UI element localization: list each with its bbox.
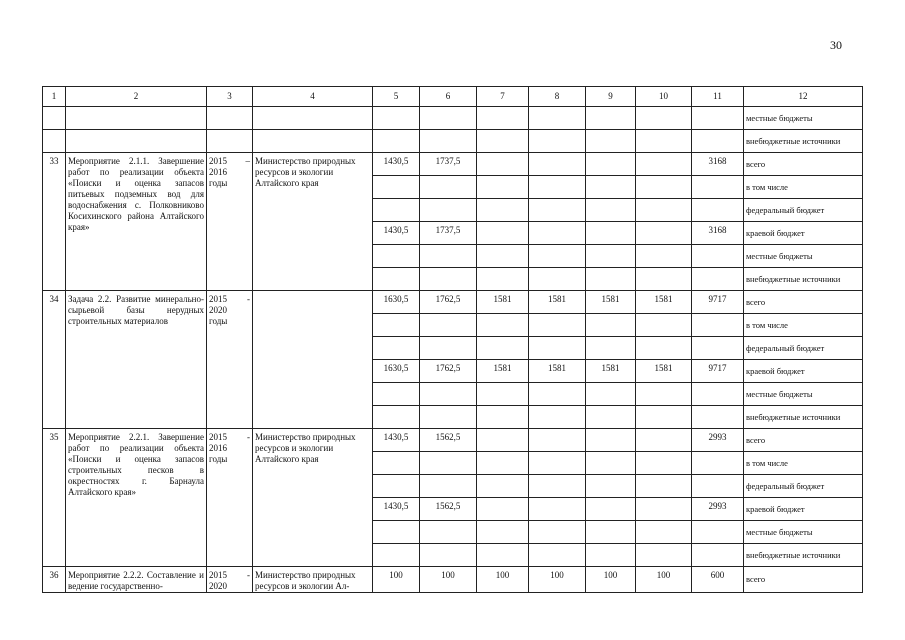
amount-cell bbox=[636, 268, 692, 291]
amount-cell bbox=[586, 544, 636, 567]
amount-cell bbox=[477, 314, 529, 337]
source-label: краевой бюджет bbox=[744, 360, 863, 383]
amount-cell: 1581 bbox=[477, 360, 529, 383]
amount-cell bbox=[692, 245, 744, 268]
amount-cell bbox=[586, 406, 636, 429]
amount-cell bbox=[373, 406, 420, 429]
period-dash: – bbox=[245, 156, 250, 166]
amount-cell bbox=[586, 176, 636, 199]
amount-cell bbox=[420, 268, 477, 291]
amount-cell: 9717 bbox=[692, 291, 744, 314]
responsible-executor: Министерство природных ресурсов и экологии Алтайского края bbox=[253, 153, 373, 291]
amount-cell bbox=[477, 199, 529, 222]
amount-cell bbox=[586, 498, 636, 521]
empty-cell bbox=[373, 130, 420, 153]
table-row bbox=[43, 107, 863, 130]
page-number: 30 bbox=[830, 38, 842, 52]
amount-cell bbox=[529, 383, 586, 406]
amount-cell bbox=[636, 176, 692, 199]
amount-cell bbox=[692, 337, 744, 360]
amount-cell bbox=[477, 498, 529, 521]
year-to: 2020 bbox=[209, 305, 227, 315]
header-cell: 6 bbox=[420, 87, 477, 107]
amount-cell bbox=[373, 176, 420, 199]
amount-cell bbox=[477, 429, 529, 452]
amount-cell bbox=[636, 383, 692, 406]
amount-cell: 1630,5 bbox=[373, 291, 420, 314]
header-cell: 8 bbox=[529, 87, 586, 107]
amount-cell bbox=[529, 314, 586, 337]
amount-cell: 600 bbox=[692, 567, 744, 593]
amount-cell bbox=[692, 521, 744, 544]
period-dash: - bbox=[247, 570, 250, 580]
source-label: в том числе bbox=[744, 176, 863, 199]
amount-cell bbox=[477, 544, 529, 567]
source-label: федеральный бюджет bbox=[744, 337, 863, 360]
amount-cell bbox=[636, 544, 692, 567]
amount-cell bbox=[636, 337, 692, 360]
amount-cell bbox=[529, 153, 586, 176]
amount-cell bbox=[692, 199, 744, 222]
amount-cell bbox=[477, 383, 529, 406]
amount-cell: 1737,5 bbox=[420, 222, 477, 245]
amount-cell bbox=[529, 452, 586, 475]
amount-cell bbox=[477, 406, 529, 429]
amount-cell bbox=[586, 429, 636, 452]
empty-cell bbox=[253, 107, 373, 130]
amount-cell bbox=[586, 153, 636, 176]
amount-cell bbox=[692, 314, 744, 337]
amount-cell bbox=[636, 245, 692, 268]
source-label: федеральный бюджет bbox=[744, 199, 863, 222]
amount-cell: 100 bbox=[420, 567, 477, 593]
source-label: внебюджетные источники bbox=[744, 406, 863, 429]
table-row bbox=[43, 130, 863, 153]
year-to: 2016 bbox=[209, 167, 227, 177]
amount-cell: 1581 bbox=[636, 360, 692, 383]
amount-cell: 100 bbox=[373, 567, 420, 593]
row-number: 33 bbox=[43, 153, 66, 291]
table-row bbox=[43, 429, 863, 452]
amount-cell bbox=[477, 245, 529, 268]
activity-description: Мероприятие 2.2.2. Составление и ведение государственно- bbox=[66, 567, 207, 593]
amount-cell bbox=[636, 429, 692, 452]
empty-cell bbox=[529, 107, 586, 130]
amount-cell bbox=[586, 222, 636, 245]
empty-cell bbox=[66, 130, 207, 153]
implementation-period bbox=[207, 567, 253, 593]
implementation-period bbox=[207, 429, 253, 567]
responsible-executor bbox=[253, 291, 373, 429]
period-dash: - bbox=[247, 294, 250, 304]
amount-cell bbox=[477, 337, 529, 360]
amount-cell bbox=[692, 268, 744, 291]
row-number: 35 bbox=[43, 429, 66, 567]
amount-cell: 9717 bbox=[692, 360, 744, 383]
amount-cell bbox=[373, 383, 420, 406]
amount-cell bbox=[636, 199, 692, 222]
amount-cell bbox=[477, 475, 529, 498]
amount-cell bbox=[529, 475, 586, 498]
year-suffix: годы bbox=[209, 454, 228, 464]
amount-cell bbox=[477, 521, 529, 544]
amount-cell bbox=[529, 268, 586, 291]
source-label: местные бюджеты bbox=[744, 107, 863, 130]
amount-cell bbox=[477, 452, 529, 475]
amount-cell bbox=[586, 268, 636, 291]
source-label: внебюджетные источники bbox=[744, 544, 863, 567]
source-label: внебюджетные источники bbox=[744, 268, 863, 291]
source-label: внебюджетные источники bbox=[744, 130, 863, 153]
empty-cell bbox=[692, 107, 744, 130]
amount-cell bbox=[636, 452, 692, 475]
year-to: 2020 bbox=[209, 581, 227, 591]
amount-cell bbox=[586, 452, 636, 475]
activity-description: Задача 2.2. Развитие минерально-сырьевой базы нерудных строительных материалов bbox=[66, 291, 207, 429]
amount-cell: 1581 bbox=[586, 291, 636, 314]
empty-cell bbox=[420, 130, 477, 153]
empty-cell bbox=[586, 130, 636, 153]
amount-cell: 100 bbox=[586, 567, 636, 593]
amount-cell bbox=[420, 176, 477, 199]
amount-cell bbox=[529, 429, 586, 452]
table-body bbox=[43, 87, 863, 593]
amount-cell bbox=[692, 383, 744, 406]
amount-cell bbox=[477, 153, 529, 176]
amount-cell bbox=[420, 452, 477, 475]
amount-cell: 3168 bbox=[692, 153, 744, 176]
amount-cell: 1737,5 bbox=[420, 153, 477, 176]
amount-cell bbox=[420, 406, 477, 429]
amount-cell bbox=[420, 245, 477, 268]
source-label: федеральный бюджет bbox=[744, 475, 863, 498]
activity-description: Мероприятие 2.2.1. Завершение работ по реализации объекта «Поиски и оценка запасов строительных песков в окрестностях г. Барнаула Алтайского края» bbox=[66, 429, 207, 567]
amount-cell: 1430,5 bbox=[373, 153, 420, 176]
amount-cell: 2993 bbox=[692, 498, 744, 521]
amount-cell: 1581 bbox=[529, 360, 586, 383]
amount-cell bbox=[636, 153, 692, 176]
amount-cell bbox=[373, 314, 420, 337]
empty-cell bbox=[636, 130, 692, 153]
amount-cell: 3168 bbox=[692, 222, 744, 245]
amount-cell bbox=[373, 544, 420, 567]
header-cell: 5 bbox=[373, 87, 420, 107]
source-label: краевой бюджет bbox=[744, 222, 863, 245]
amount-cell bbox=[420, 337, 477, 360]
amount-cell bbox=[420, 544, 477, 567]
amount-cell: 1762,5 bbox=[420, 360, 477, 383]
amount-cell bbox=[529, 498, 586, 521]
responsible-executor: Министерство природных ресурсов и экологии Ал- bbox=[253, 567, 373, 593]
amount-cell: 100 bbox=[529, 567, 586, 593]
amount-cell: 1630,5 bbox=[373, 360, 420, 383]
year-to: 2016 bbox=[209, 443, 227, 453]
source-label: местные бюджеты bbox=[744, 245, 863, 268]
amount-cell bbox=[420, 383, 477, 406]
source-label: всего bbox=[744, 567, 863, 593]
year-suffix: годы bbox=[209, 316, 228, 326]
amount-cell bbox=[420, 521, 477, 544]
header-cell: 11 bbox=[692, 87, 744, 107]
empty-cell bbox=[207, 107, 253, 130]
amount-cell bbox=[529, 199, 586, 222]
empty-cell bbox=[692, 130, 744, 153]
amount-cell bbox=[373, 245, 420, 268]
amount-cell bbox=[373, 452, 420, 475]
header-cell: 9 bbox=[586, 87, 636, 107]
header-cell: 4 bbox=[253, 87, 373, 107]
amount-cell bbox=[420, 314, 477, 337]
amount-cell: 1581 bbox=[529, 291, 586, 314]
amount-cell bbox=[586, 245, 636, 268]
empty-cell bbox=[477, 130, 529, 153]
empty-cell bbox=[586, 107, 636, 130]
amount-cell bbox=[636, 406, 692, 429]
amount-cell: 1430,5 bbox=[373, 498, 420, 521]
header-cell: 10 bbox=[636, 87, 692, 107]
table-row bbox=[43, 567, 863, 593]
amount-cell: 1581 bbox=[477, 291, 529, 314]
amount-cell: 1562,5 bbox=[420, 498, 477, 521]
header-cell: 1 bbox=[43, 87, 66, 107]
amount-cell bbox=[692, 176, 744, 199]
activity-description: Мероприятие 2.1.1. Завершение работ по реализации объекта «Поиски и оценка запасов питьевых подземных вод для водоснабжения с. Полковниково Косихинского района Алтайского края» bbox=[66, 153, 207, 291]
amount-cell bbox=[420, 199, 477, 222]
amount-cell bbox=[529, 406, 586, 429]
amount-cell: 1581 bbox=[636, 291, 692, 314]
amount-cell bbox=[692, 544, 744, 567]
source-label: в том числе bbox=[744, 452, 863, 475]
amount-cell bbox=[420, 475, 477, 498]
empty-cell bbox=[43, 130, 66, 153]
amount-cell: 1430,5 bbox=[373, 429, 420, 452]
row-number: 36 bbox=[43, 567, 66, 593]
amount-cell: 100 bbox=[636, 567, 692, 593]
source-label: местные бюджеты bbox=[744, 521, 863, 544]
amount-cell bbox=[692, 475, 744, 498]
amount-cell: 100 bbox=[477, 567, 529, 593]
amount-cell bbox=[529, 176, 586, 199]
table-row bbox=[43, 153, 863, 176]
year-from: 2015 bbox=[209, 156, 227, 166]
amount-cell bbox=[529, 222, 586, 245]
amount-cell bbox=[586, 521, 636, 544]
amount-cell bbox=[373, 268, 420, 291]
empty-cell bbox=[529, 130, 586, 153]
amount-cell bbox=[636, 314, 692, 337]
year-from: 2015 bbox=[209, 570, 227, 580]
header-row bbox=[43, 87, 863, 107]
empty-cell bbox=[477, 107, 529, 130]
amount-cell: 2993 bbox=[692, 429, 744, 452]
amount-cell bbox=[586, 383, 636, 406]
year-suffix: годы bbox=[209, 178, 228, 188]
amount-cell bbox=[586, 475, 636, 498]
amount-cell bbox=[529, 245, 586, 268]
year-from: 2015 bbox=[209, 432, 227, 442]
empty-cell bbox=[66, 107, 207, 130]
implementation-period bbox=[207, 153, 253, 291]
source-label: в том числе bbox=[744, 314, 863, 337]
header-cell: 3 bbox=[207, 87, 253, 107]
amount-cell: 1430,5 bbox=[373, 222, 420, 245]
amount-cell bbox=[529, 544, 586, 567]
amount-cell bbox=[373, 337, 420, 360]
amount-cell bbox=[636, 475, 692, 498]
period-dash: - bbox=[247, 432, 250, 442]
source-label: всего bbox=[744, 429, 863, 452]
empty-cell bbox=[207, 130, 253, 153]
amount-cell bbox=[636, 498, 692, 521]
amount-cell bbox=[586, 337, 636, 360]
implementation-period bbox=[207, 291, 253, 429]
amount-cell bbox=[477, 222, 529, 245]
header-cell: 7 bbox=[477, 87, 529, 107]
amount-cell: 1762,5 bbox=[420, 291, 477, 314]
empty-cell bbox=[373, 107, 420, 130]
source-label: местные бюджеты bbox=[744, 383, 863, 406]
header-cell: 12 bbox=[744, 87, 863, 107]
source-label: всего bbox=[744, 153, 863, 176]
amount-cell bbox=[373, 199, 420, 222]
empty-cell bbox=[420, 107, 477, 130]
empty-cell bbox=[636, 107, 692, 130]
amount-cell: 1581 bbox=[586, 360, 636, 383]
source-label: краевой бюджет bbox=[744, 498, 863, 521]
row-number: 34 bbox=[43, 291, 66, 429]
empty-cell bbox=[253, 130, 373, 153]
amount-cell bbox=[636, 521, 692, 544]
amount-cell bbox=[373, 475, 420, 498]
amount-cell bbox=[692, 452, 744, 475]
amount-cell bbox=[692, 406, 744, 429]
amount-cell bbox=[529, 521, 586, 544]
source-label: всего bbox=[744, 291, 863, 314]
amount-cell: 1562,5 bbox=[420, 429, 477, 452]
amount-cell bbox=[586, 199, 636, 222]
amount-cell bbox=[477, 268, 529, 291]
amount-cell bbox=[373, 521, 420, 544]
amount-cell bbox=[529, 337, 586, 360]
program-table bbox=[42, 86, 863, 593]
year-from: 2015 bbox=[209, 294, 227, 304]
responsible-executor: Министерство природных ресурсов и экологии Алтайского края bbox=[253, 429, 373, 567]
table-row bbox=[43, 291, 863, 314]
empty-cell bbox=[43, 107, 66, 130]
header-cell: 2 bbox=[66, 87, 207, 107]
amount-cell bbox=[586, 314, 636, 337]
amount-cell bbox=[636, 222, 692, 245]
amount-cell bbox=[477, 176, 529, 199]
